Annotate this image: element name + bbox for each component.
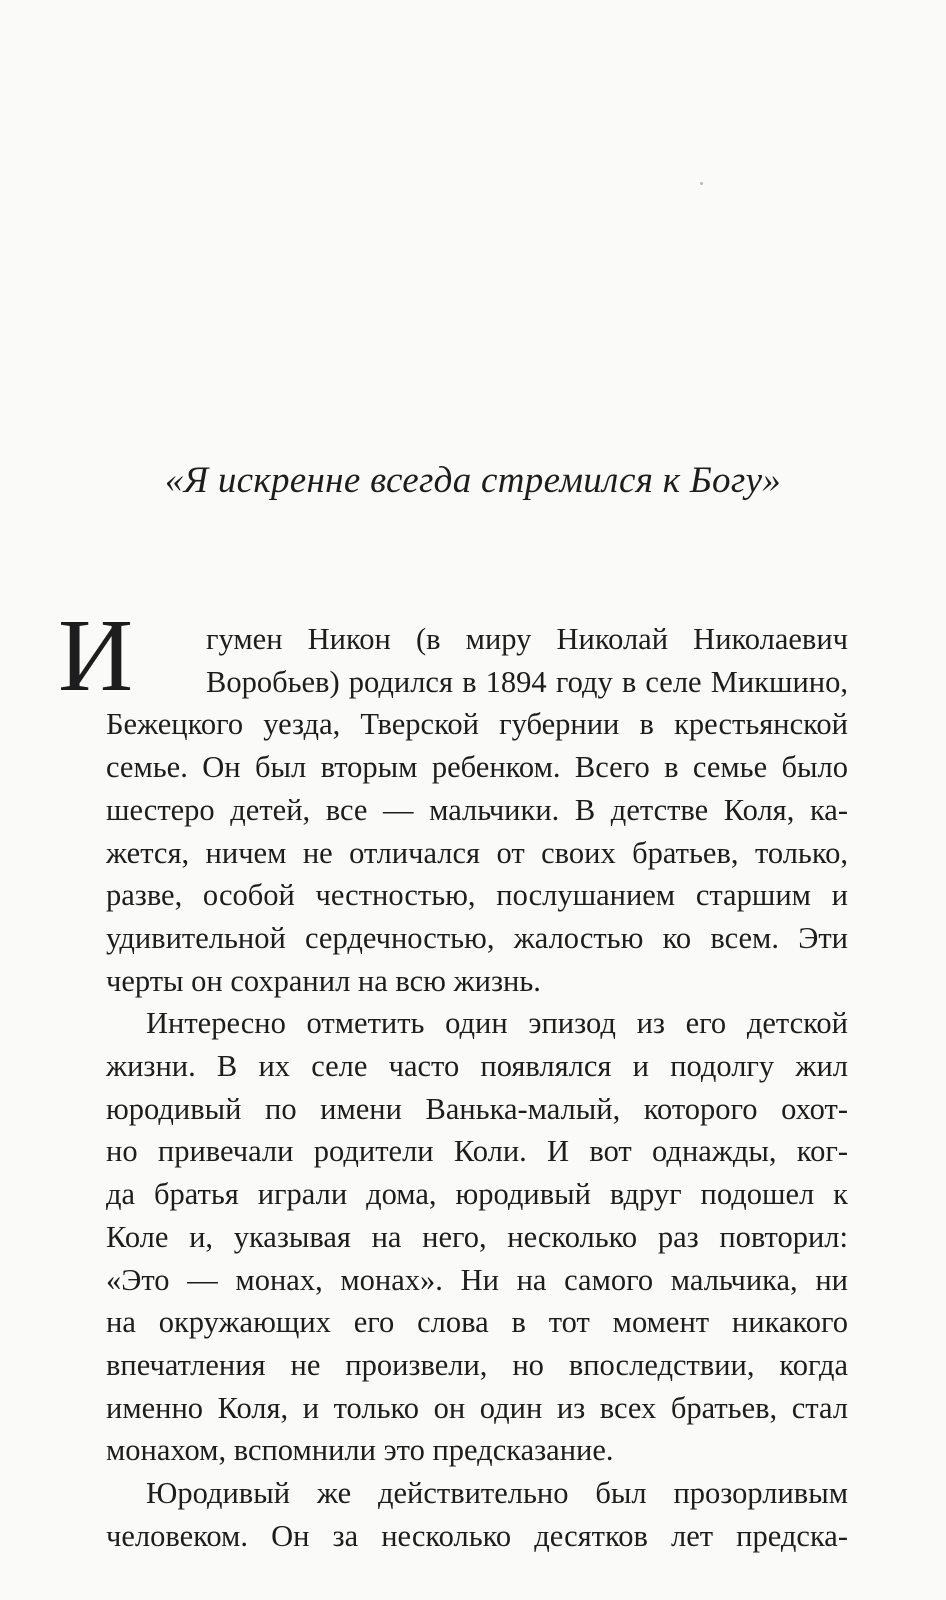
paragraph-line: да братья играли дома, юродивый вдруг подошел к <box>106 1177 848 1212</box>
drop-cap: И <box>58 598 134 713</box>
paragraph-line: жизни. В их селе часто появлялся и подолгу жил <box>106 1049 848 1084</box>
paragraph-line: гумен Никон (в миру Николай Николаевич <box>206 622 848 656</box>
paragraph-line: юродивый по имени Ванька-малый, которого охот- <box>106 1091 848 1126</box>
paragraph-line: Воробьев) родился в 1894 году в селе Микшино, <box>206 664 848 699</box>
paragraph-line: Интересно отметить один эпизод из его детской <box>146 1006 848 1041</box>
paragraph-line: впечатления не произвели, но впоследствии, когда <box>106 1347 848 1382</box>
paragraph-line: человеком. Он за несколько десятков лет предска- <box>106 1518 848 1553</box>
paper-speck <box>700 182 703 185</box>
paragraph-line: но привечали родители Коли. И вот однажды, ког- <box>106 1134 848 1169</box>
body-text <box>58 598 848 1557</box>
paragraph-2 <box>106 1002 848 1472</box>
paragraph-line: удивительной сердечностью, жалостью ко всем. Эти <box>106 920 848 955</box>
chapter-title: «Я искренне всегда стремился к Богу» <box>164 460 782 501</box>
paragraph-line: шестеро детей, все — мальчики. В детстве Коля, ка- <box>106 792 848 827</box>
paragraph-line: Юродивый же действительно был прозорливым <box>146 1476 848 1511</box>
paragraph-line: черты он сохранил на всю жизнь. <box>106 963 541 998</box>
paragraph-line: «Это — монах, монах». Ни на самого мальчика, ни <box>106 1262 848 1297</box>
paragraph-line: Коле и, указывая на него, несколько раз повторил: <box>106 1219 848 1254</box>
paragraph-line: именно Коля, и только он один из всех братьев, стал <box>106 1390 848 1425</box>
paragraph-line: Бежецкого уезда, Тверской губернии в крестьянской <box>106 707 848 742</box>
paragraph-3 <box>106 1472 848 1557</box>
paragraph-1 <box>58 598 848 1002</box>
paragraph-line: жется, ничем не отличался от своих братьев, только, <box>106 835 848 870</box>
paragraph-line: разве, особой честностью, послушанием старшим и <box>106 878 848 913</box>
paragraph-line: семье. Он был вторым ребенком. Всего в семье было <box>106 750 848 785</box>
paragraph-line: на окружающих его слова в тот момент никакого <box>106 1305 848 1340</box>
paragraph-line: монахом, вспомнили это предсказание. <box>106 1433 614 1468</box>
